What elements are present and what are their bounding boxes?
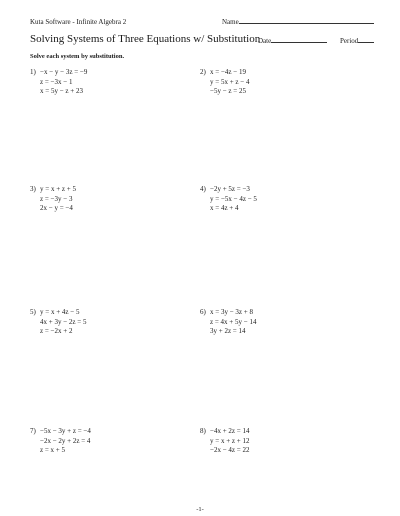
page-title: Solving Systems of Three Equations w/ Substitution <box>30 33 261 45</box>
equation: −4x + 2z = 14 <box>210 427 250 435</box>
problem-5 <box>30 308 190 342</box>
period-field[interactable] <box>340 37 374 45</box>
equation-system <box>210 185 257 214</box>
equation: x = 4z + 4 <box>210 204 239 212</box>
equation: y = x + 4z − 5 <box>40 308 80 316</box>
equation-system <box>40 427 91 456</box>
period-label: Period <box>340 37 359 45</box>
equation: −2x − 2y + 2z = 4 <box>40 436 91 445</box>
equation: x = −4z − 19 <box>210 68 246 76</box>
problem-3 <box>30 185 190 219</box>
equation: −5x − 3y + z = −4 <box>40 427 91 435</box>
equation: 4x + 3y − 2z = 5 <box>40 317 87 326</box>
equation-system <box>210 308 256 337</box>
equation: −5y − z = 25 <box>210 87 246 95</box>
problem-number: 6) <box>200 308 206 316</box>
equation: y = 5x + z − 4 <box>210 77 250 86</box>
equation-system <box>40 68 87 97</box>
equation: y = −5x − 4z − 5 <box>210 194 257 203</box>
equation-system <box>40 308 86 337</box>
equation: z = 4x + 5y − 14 <box>210 317 257 326</box>
problem-number: 7) <box>30 427 36 435</box>
problem-8 <box>200 427 360 461</box>
equation: −x − y − 3z = −9 <box>40 68 88 76</box>
equation: z = −2x + 2 <box>40 327 73 335</box>
equation: x = 5y − z + 23 <box>40 87 83 95</box>
problem-number: 2) <box>200 68 206 76</box>
problem-number: 4) <box>200 185 206 193</box>
equation-system <box>210 427 249 456</box>
equation: z = −3x − 1 <box>40 77 73 86</box>
period-line <box>358 42 374 43</box>
problem-number: 5) <box>30 308 36 316</box>
equation: z = −3y − 3 <box>40 194 73 203</box>
problem-4 <box>200 185 360 219</box>
problem-number: 3) <box>30 185 36 193</box>
equation: −2y + 5z = −3 <box>210 185 250 193</box>
instructions: Solve each system by substitution. <box>30 53 125 60</box>
problem-7 <box>30 427 190 461</box>
equation: z = x + 5 <box>40 446 66 454</box>
problem-6 <box>200 308 360 342</box>
name-label: Name <box>222 18 239 26</box>
problem-number: 8) <box>200 427 206 435</box>
equation: 2x − y = −4 <box>40 204 73 212</box>
equation-system <box>210 68 249 97</box>
date-field[interactable] <box>258 37 327 45</box>
date-label: Date <box>258 37 272 45</box>
problem-number: 1) <box>30 68 36 76</box>
problem-2 <box>200 68 360 102</box>
equation: y = x + z + 12 <box>210 436 250 445</box>
page-number: -1- <box>196 506 204 513</box>
equation: −2x − 4z = 22 <box>210 446 250 454</box>
date-line <box>271 42 327 43</box>
equation-system <box>40 185 76 214</box>
equation: y = x + z + 5 <box>40 185 76 193</box>
equation: x = 3y − 3z + 8 <box>210 308 253 316</box>
software-label: Kuta Software - Infinite Algebra 2 <box>30 18 127 26</box>
name-field[interactable] <box>222 18 374 26</box>
name-line <box>239 23 374 24</box>
equation: 3y + 2z = 14 <box>210 327 246 335</box>
problem-1 <box>30 68 190 102</box>
